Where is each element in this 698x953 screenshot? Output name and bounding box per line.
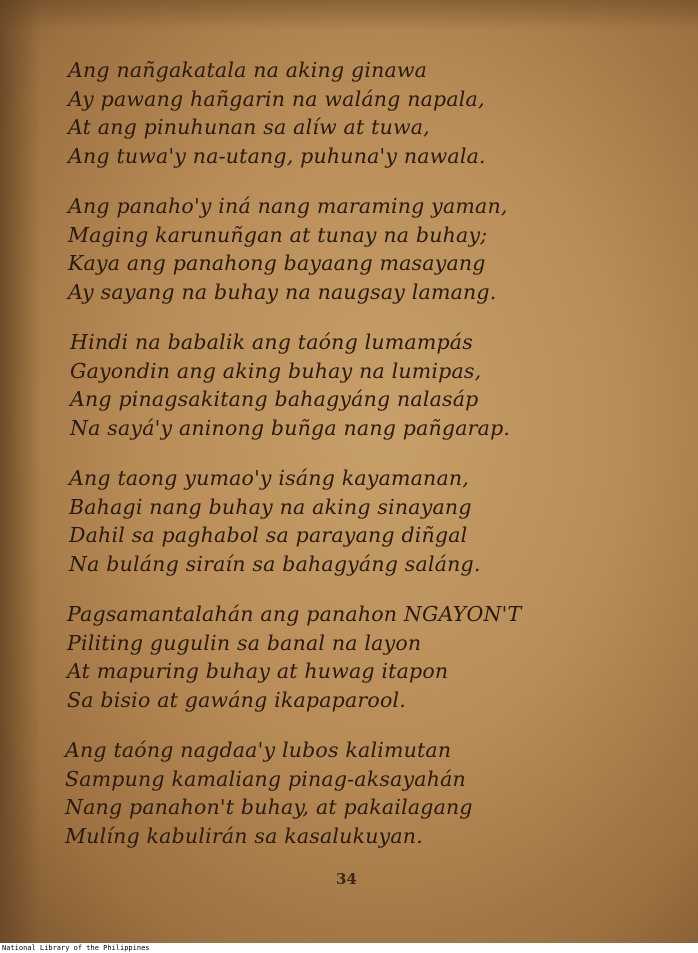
poem-line: Dahil sa paghabol sa parayang diñgal [69,523,468,547]
stanza-2 [68,192,664,306]
poem-line: Kaya ang panahong bayaang masayang [68,251,486,275]
poem-line: Mulíng kabulirán sa kasalukuyan. [65,823,423,848]
poem-line: Ang tuwa'y na-utang, puhuna'y nawala. [68,143,486,168]
poem-line: Ay sayang na buhay na naugsay lamang. [68,279,497,304]
poem-line: Ang taóng nagdaa'y lubos kalimutan [65,738,452,762]
poem-line: Na sayá'y aninong buñga nang pañgarap. [70,415,511,440]
poem-line: Pagsamantalahán ang panahon NGAYON'T [67,602,522,626]
poem-line: Ang panaho'y iná nang maraming yaman, [68,194,508,218]
poem-line: Sa bisio at gawáng ikapaparool. [67,687,406,712]
poem-line: At mapuring buhay at huwag itapon [67,659,449,683]
poem-line: Ay pawang hañgarin na waláng napala, [68,86,485,111]
poem-line: Nang panahon't buhay, at pakailagang [65,795,473,819]
footer-bar [0,943,698,953]
poem-line: Piliting gugulin sa banal na layon [67,630,422,655]
stanza-3 [70,328,664,442]
page-number: 34 [336,870,357,888]
poem-line: Ang taong yumao'y isáng kayamanan, [69,466,470,490]
stanza-5 [67,600,664,714]
poem-line: Ang nañgakatala na aking ginawa [68,58,428,82]
poem [64,56,664,872]
stanza-1 [68,56,664,170]
poem-line: Hindi na babalik ang taóng lumampás [70,330,473,354]
poem-line: Sampung kamaliang pinag-aksayahán [65,766,466,791]
poem-line: Bahagi nang buhay na aking sinayang [69,494,472,519]
stanza-4 [69,464,664,578]
poem-line: Na buláng siraín sa bahagyáng saláng. [69,551,481,576]
poem-line: Gayondin ang aking buhay na lumipas, [70,358,482,383]
poem-line: Maging karunuñgan at tunay na buhay; [68,222,488,247]
poem-line: Ang pinagsakitang bahagyáng nalasáp [70,387,479,411]
library-credit: National Library of the Philippines [2,944,150,952]
poem-line: At ang pinuhunan sa alíw at tuwa, [68,115,430,139]
stanza-6 [65,736,664,850]
